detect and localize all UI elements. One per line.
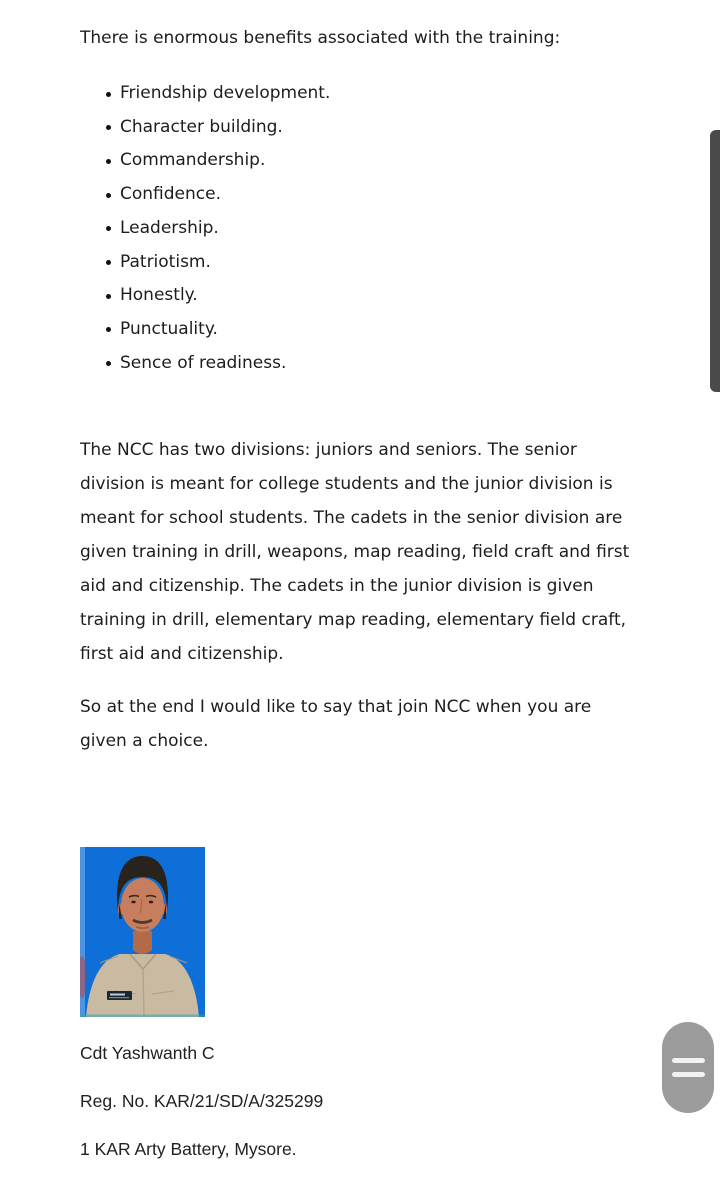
list-item-label: Honestly. <box>120 285 198 306</box>
bullet-icon <box>106 193 111 198</box>
scroll-handle-button[interactable] <box>662 1022 714 1113</box>
bullet-icon <box>106 92 111 97</box>
list-item <box>106 77 642 111</box>
list-item-label: Friendship development. <box>120 83 331 103</box>
bullet-icon <box>106 294 111 299</box>
scrollbar-thumb[interactable] <box>710 130 720 392</box>
bullet-icon <box>106 226 111 231</box>
list-item <box>106 178 642 212</box>
divisions-paragraph: The NCC has two divisions: juniors and seniors. The senior division is meant for college students and the junior division is meant for school students. The cadets in the senior division are given training in drill, weapons, map reading, field craft and first aid and citizenship. The cadets in the junior division is given training in drill, elementary map reading, elementary field craft, first aid and citizenship. <box>80 440 630 665</box>
signature-unit: 1 KAR Arty Battery, Mysore. <box>80 1139 297 1160</box>
bullet-icon <box>106 125 111 130</box>
signature-reg-no: Reg. No. KAR/21/SD/A/325299 <box>80 1091 324 1112</box>
closing-paragraph: So at the end I would like to say that join NCC when you are given a choice. <box>80 697 592 752</box>
list-item <box>106 347 642 381</box>
cadet-photo <box>80 847 205 1017</box>
list-item-label: Patriotism. <box>120 251 211 272</box>
intro-text: There is enormous benefits associated with the training: <box>80 28 561 48</box>
signature-name: Cdt Yashwanth C <box>80 1043 215 1064</box>
list-item <box>106 144 642 178</box>
cadet-photo-image <box>80 847 205 1017</box>
list-item-label: Punctuality. <box>120 318 218 339</box>
drag-handle-icon <box>672 1072 705 1077</box>
document-page <box>80 0 642 1160</box>
list-item-label: Character building. <box>120 116 283 137</box>
bullet-icon <box>106 159 111 164</box>
list-item-label: Leadership. <box>120 217 219 238</box>
benefits-list <box>106 77 642 380</box>
drag-handle-icon <box>672 1058 705 1063</box>
list-item-label: Confidence. <box>120 184 221 205</box>
bullet-icon <box>106 260 111 265</box>
list-item <box>106 279 642 313</box>
list-item-label: Commandership. <box>120 150 266 171</box>
bullet-icon <box>106 327 111 332</box>
list-item <box>106 111 642 145</box>
list-item <box>106 212 642 246</box>
list-item-label: Sence of readiness. <box>120 352 287 373</box>
list-item <box>106 246 642 280</box>
list-item <box>106 313 642 347</box>
bullet-icon <box>106 361 111 366</box>
